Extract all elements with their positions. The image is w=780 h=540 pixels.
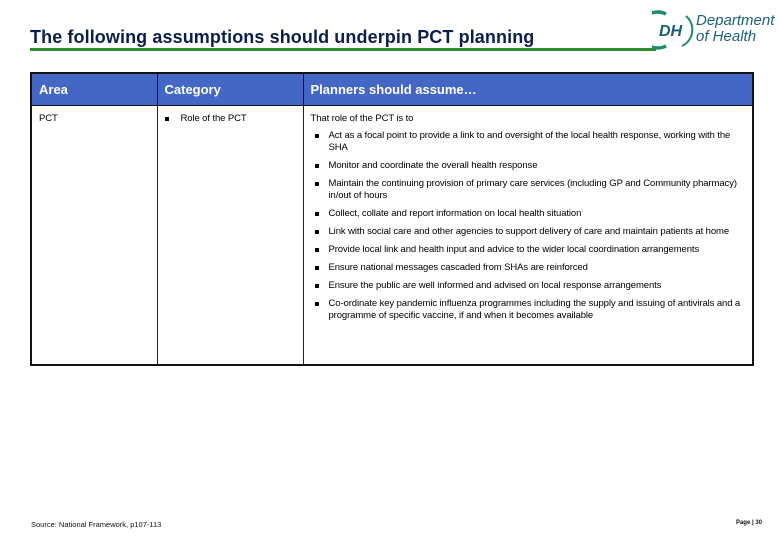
bullet-icon xyxy=(315,230,319,234)
list-item xyxy=(311,244,747,256)
dh-logo-icon xyxy=(652,10,696,50)
column-header-planners-assume: Planners should assume… xyxy=(303,73,753,106)
page-title: The following assumptions should underpin PCT planning xyxy=(30,27,535,47)
bullet-icon xyxy=(315,302,319,306)
page-number: Page | 30 xyxy=(735,520,762,526)
list-item-text: Maintain the continuing provision of primary care services (including GP and Community pharmacy) in/out of hours xyxy=(328,178,737,201)
bullet-icon xyxy=(315,134,319,138)
assumptions-intro: That role of the PCT is to xyxy=(310,113,414,124)
title-underline-divider xyxy=(30,48,656,51)
category-cell xyxy=(157,106,303,366)
list-item xyxy=(311,178,747,202)
list-item-text: Ensure national messages cascaded from SHAs are reinforced xyxy=(328,262,588,273)
list-item-text: Co-ordinate key pandemic influenza programmes including the supply and issuing of antivirals and a programme of specific vaccine, if and when it becomes available xyxy=(328,298,741,321)
list-item-text: Collect, collate and report information on local health situation xyxy=(328,208,582,219)
assumptions-list xyxy=(311,130,747,322)
table-row xyxy=(31,106,753,366)
list-item-text: Ensure the public are well informed and advised on local response arrangements xyxy=(328,280,662,291)
column-header-category: Category xyxy=(157,73,303,106)
list-item-text: Link with social care and other agencies to support delivery of care and maintain patients at home xyxy=(328,226,730,237)
table-header-row xyxy=(31,73,753,106)
list-item-text: Monitor and coordinate the overall health response xyxy=(328,160,538,171)
category-bullet-item xyxy=(165,113,297,124)
source-footnote: Source: National Framework, p107-113 xyxy=(31,520,162,529)
category-text: Role of the PCT xyxy=(180,113,247,124)
list-item-text: Act as a focal point to provide a link to and oversight of the local health response, working with the SHA xyxy=(328,130,731,153)
list-item xyxy=(311,130,747,154)
bullet-icon xyxy=(315,248,319,252)
logo-line-1: Department xyxy=(696,12,775,29)
logo-line-2: of Health xyxy=(696,28,757,45)
logo-wordmark xyxy=(696,13,774,45)
area-cell: PCT xyxy=(31,106,157,366)
bullet-icon xyxy=(315,212,319,216)
list-item-text: Provide local link and health input and advice to the wider local coordination arrangements xyxy=(328,244,700,255)
bullet-icon xyxy=(315,266,319,270)
bullet-icon xyxy=(315,284,319,288)
list-item xyxy=(311,226,747,238)
department-of-health-logo xyxy=(652,8,780,52)
svg-text:DH: DH xyxy=(659,23,683,40)
bullet-icon xyxy=(315,164,319,168)
list-item xyxy=(311,262,747,274)
bullet-icon xyxy=(165,117,169,121)
list-item xyxy=(311,208,747,220)
list-item xyxy=(311,298,747,322)
list-item xyxy=(311,160,747,172)
assumptions-cell xyxy=(303,106,753,366)
column-header-area: Area xyxy=(31,73,157,106)
list-item xyxy=(311,280,747,292)
assumptions-table xyxy=(30,72,754,366)
bullet-icon xyxy=(315,182,319,186)
